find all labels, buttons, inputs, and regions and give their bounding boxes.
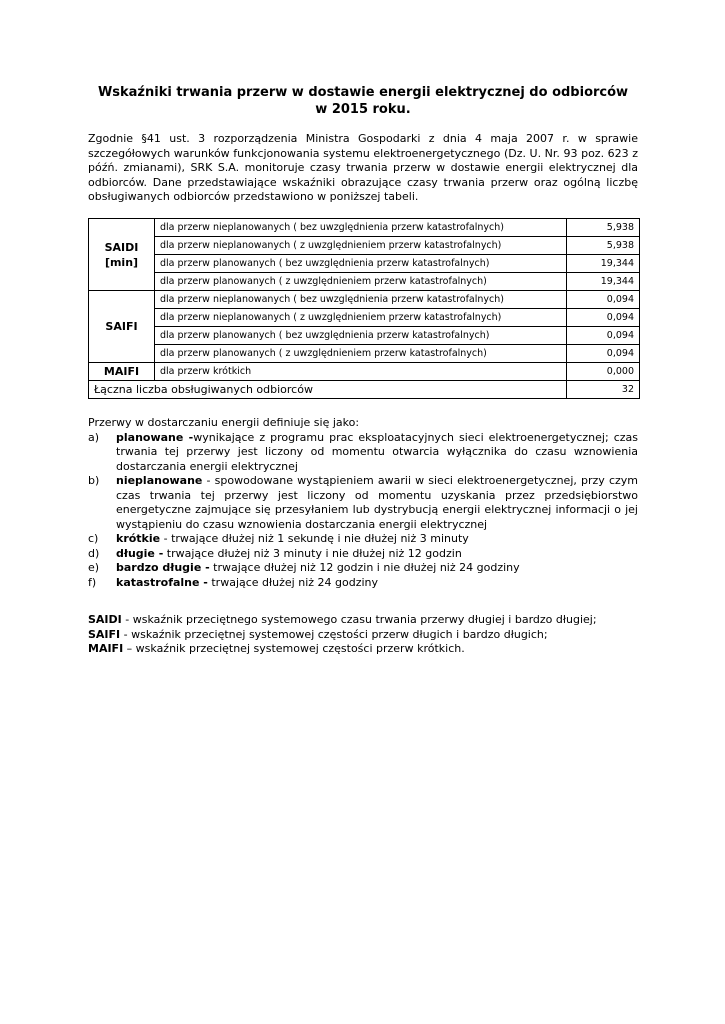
total-customers-label: Łączna liczba obsługiwanych odbiorców <box>89 381 567 399</box>
list-item <box>88 532 638 547</box>
maifi-label: MAIFI <box>89 363 155 381</box>
abbreviation-text: - wskaźnik przeciętnego systemowego czasu trwania przerwy długiej i bardzo długiej; <box>121 613 597 626</box>
item-text <box>116 561 638 576</box>
abbreviation-text: - wskaźnik przeciętnej systemowej częstości przerw długich i bardzo długich; <box>120 627 548 641</box>
list-item <box>88 474 638 532</box>
item-description: trwające dłużej niż 12 godzin i nie dłużej niż 24 godziny <box>209 561 520 574</box>
item-text <box>116 474 638 532</box>
item-term: bardzo długie - <box>116 561 210 574</box>
item-letter: c) <box>88 532 99 545</box>
row-value: 0,000 <box>567 363 640 381</box>
saidi-label: SAIDI <box>104 240 139 254</box>
row-description: dla przerw nieplanowanych ( bez uwzględnienia przerw katastrofalnych) <box>155 219 567 237</box>
table-row <box>89 327 640 345</box>
table-row <box>89 237 640 255</box>
row-description: dla przerw krótkich <box>155 363 567 381</box>
definitions-list <box>88 431 638 591</box>
abbreviation-saidi <box>88 613 648 628</box>
item-description: - spowodowane wystąpieniem awarii w sieci elektroenergetycznej, przy czym czas trwania tej przerwy jest liczony od momentu uzyskania przez przedsiębiorstwo energetyczne zajmujące się przesyłaniem lub dystrybucją energii elektrycznej informacji o jej wystąpieniu do czasu wznowienia dostarczania energii elektrycznej <box>116 474 638 531</box>
row-value: 0,094 <box>567 327 640 345</box>
definitions-lead: Przerwy w dostarczaniu energii definiuje się jako: <box>88 416 360 429</box>
row-description: dla przerw nieplanowanych ( z uwzględnieniem przerw katastrofalnych) <box>155 237 567 255</box>
item-description: trwające dłużej niż 24 godziny <box>207 575 379 589</box>
item-term: krótkie <box>116 532 161 545</box>
table-row <box>89 345 640 363</box>
title-line-2: w 2015 roku. <box>315 102 411 117</box>
item-term: długie - <box>116 546 164 560</box>
item-description: trwające dłużej niż 3 minuty i nie dłużej niż 12 godzin <box>163 546 462 560</box>
row-value: 19,344 <box>567 255 640 273</box>
row-value: 5,938 <box>567 237 640 255</box>
table-row <box>89 219 640 237</box>
abbreviation-text: – wskaźnik przeciętnej systemowej częstości przerw krótkich. <box>123 642 465 656</box>
total-customers-value: 32 <box>567 381 640 399</box>
page-title <box>88 84 638 118</box>
row-value: 5,938 <box>567 219 640 237</box>
definitions-section <box>88 416 638 590</box>
list-item <box>88 576 638 591</box>
item-letter: a) <box>88 430 100 444</box>
abbreviation-saifi <box>88 628 648 643</box>
item-letter: d) <box>88 546 100 560</box>
item-term: planowane - <box>116 430 194 444</box>
intro-paragraph: Zgodnie §41 ust. 3 rozporządzenia Ministra Gospodarki z dnia 4 maja 2007 r. w sprawie szczegółowych warunków funkcjonowania systemu elektroenergetycznego (Dz. U. Nr. 93 poz. 623 z późń. zmianami), SRK S.A. monitoruje czasy trwania przerw w dostawie energii elektrycznej dla odbiorców. Dane przedstawiające wskaźniki obrazujące czasy trwania przerw oraz ogólną liczbę obsługiwanych odbiorców przedstawiono w poniższej tabeli. <box>88 132 638 204</box>
table-row <box>89 363 640 381</box>
saifi-label: SAIFI <box>89 291 155 363</box>
list-item <box>88 431 638 475</box>
list-item <box>88 547 638 562</box>
row-description: dla przerw nieplanowanych ( bez uwzględnienia przerw katastrofalnych) <box>155 291 567 309</box>
item-term: nieplanowane <box>116 474 203 487</box>
table-row <box>89 291 640 309</box>
list-item <box>88 561 638 576</box>
row-value: 0,094 <box>567 345 640 363</box>
item-text <box>116 532 638 547</box>
item-text <box>116 576 638 591</box>
abbreviations-section <box>88 613 648 657</box>
row-value: 0,094 <box>567 309 640 327</box>
item-letter: e) <box>88 561 100 574</box>
abbreviation-term: SAIFI <box>88 627 121 641</box>
table-row <box>89 255 640 273</box>
item-description: - trwające dłużej niż 1 sekundę i nie dłużej niż 3 minuty <box>160 532 469 545</box>
abbreviation-maifi <box>88 642 648 657</box>
item-text <box>116 431 638 475</box>
table-row-total <box>89 381 640 399</box>
saidi-unit: [min] <box>104 255 139 269</box>
table-row <box>89 309 640 327</box>
row-description: dla przerw planowanych ( z uwzględnieniem przerw katastrofalnych) <box>155 273 567 291</box>
row-description: dla przerw nieplanowanych ( z uwzględnieniem przerw katastrofalnych) <box>155 309 567 327</box>
table-row <box>89 273 640 291</box>
row-value: 0,094 <box>567 291 640 309</box>
title-line-1: Wskaźniki trwania przerw w dostawie energii elektrycznej do odbiorców <box>97 85 629 100</box>
abbreviation-term: SAIDI <box>88 613 122 626</box>
row-description: dla przerw planowanych ( bez uwzględnienia przerw katastrofalnych) <box>155 255 567 273</box>
item-description: wynikające z programu prac eksploatacyjnych sieci elektroenergetycznej; czas trwania tej przerwy jest liczony od momentu otwarcia wyłącznika do czasu wznowienia dostarczania energii elektrycznej <box>116 430 638 473</box>
item-letter: b) <box>88 474 100 487</box>
item-term: katastrofalne - <box>116 575 208 589</box>
saidi-label-cell <box>89 219 155 291</box>
item-letter: f) <box>88 575 97 589</box>
abbreviation-term: MAIFI <box>88 642 124 656</box>
indicators-table <box>88 218 640 399</box>
row-description: dla przerw planowanych ( bez uwzględnienia przerw katastrofalnych) <box>155 327 567 345</box>
row-description: dla przerw planowanych ( z uwzględnieniem przerw katastrofalnych) <box>155 345 567 363</box>
item-text <box>116 547 638 562</box>
row-value: 19,344 <box>567 273 640 291</box>
